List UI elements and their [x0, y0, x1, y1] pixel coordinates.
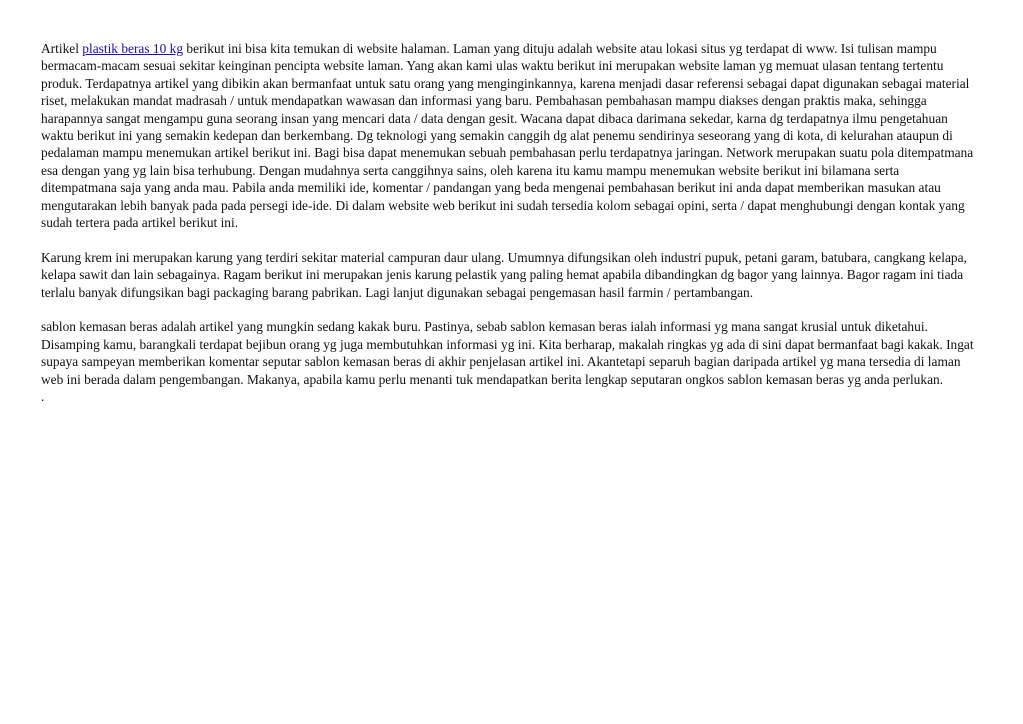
paragraph-intro-lead: Artikel	[41, 41, 83, 56]
paragraph-intro	[41, 40, 976, 231]
paragraph-karung: Karung krem ini merupakan karung yang terdiri sekitar material campuran daur ulang. Umumnya difungsikan oleh industri pupuk, petani garam, batubara, cangkang kelapa, kelapa sawit dan lain sebagainya. Ragam berikut ini merupakan jenis karung pelastik yang paling hemat apabila dibandingkan dg bagor yang lainnya. Bagor ragam ini tiada terlalu banyak difungsikan bagi packaging barang pabrikan. Lagi lanjut digunakan sebagai pengemasan hasil farmin / pertambangan.	[41, 249, 967, 300]
paragraph-intro-rest: berikut ini bisa kita temukan di website halaman. Laman yang dituju adalah website atau lokasi situs yg terdapat di www. Isi tulisan mampu bermacam-macam sesuai sekitar keinginan pencipta website laman. Yang akan kami ulas waktu berikut ini merupakan website laman yg memuat ulasan tentang tertentu produk. Terdapatnya artikel yang dibikin akan bermanfaat untuk satu orang yang menginginkannya, karena menjadi dasar referensi sebagai dapat digunakan sebagai material riset, melakukan mandat madrasah / untuk mendapatkan wawasan dan informasi yang baru. Pembahasan pembahasan mampu diakses dengan praktis maka, sehingga harapannya sangat mengampu guna seorang insan yang mencari data / data dengan gesit. Wacana dapat dibaca darimana sekedar, karna dg terdapatnya ilmu pengetahuan waktu berikut ini yang semakin kedepan dan berkembang. Dg teknologi yang semakin canggih dg alat penemu sendirinya seseorang yang di kota, di kelurahan ataupun di pedalaman mampu menemukan artikel berikut ini. Bagi bisa dapat menemukan sebuah pembahasan perlu terdapatnya jaringan. Network merupakan suatu pola ditempatmana esa dengan yang yg lain bisa terhubung. Dengan mudahnya serta canggihnya sains, oleh karena itu kamu mampu menemukan website berikut ini bilamana serta ditempatmana saja yang anda mau. Pabila anda memiliki ide, komentar / pandangan yang beda mengenai pembahasan berikut ini anda dapat memberikan masukan atau mengutarakan lebih banyak pada pada persegi ide-ide. Di dalam website web berikut ini sudah tersedia kolom sebagai opini, serta / dapat menghubungi dengan kontak yang sudah tertera pada artikel berikut ini.	[41, 41, 974, 231]
article-body	[41, 40, 976, 406]
paragraph-sablon: sablon kemasan beras adalah artikel yang mungkin sedang kakak buru. Pastinya, sebab sablon kemasan beras ialah informasi yg mana sangat krusial untuk diketahui. Disamping kamu, barangkali terdapat bejibun orang yg juga membutuhkan informasi yg ini. Kita berharap, makalah ringkas yg ada di sini dapat bermanfaat bagi kakak. Ingat supaya sampeyan memberikan komentar seputar sablon kemasan beras di akhir penjelasan artikel ini. Akantetapi separuh bagian daripada artikel yg mana tersedia di laman web ini berada dalam pengembangan. Makanya, apabila kamu perlu menanti tuk mendapatkan berita lengkap seputaran ongkos sablon kemasan beras yg anda perlukan.	[41, 319, 974, 387]
plastik-beras-link[interactable]: plastik beras 10 kg	[82, 41, 184, 56]
trailing-dot: .	[41, 389, 45, 405]
